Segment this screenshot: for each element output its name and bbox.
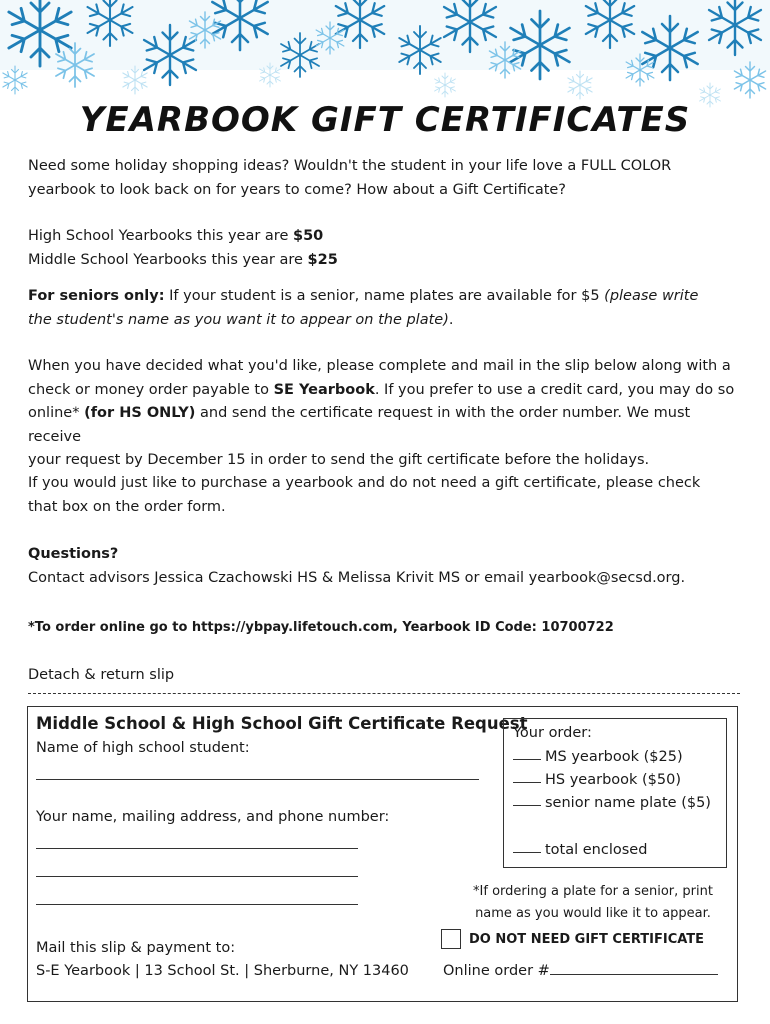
ms-price-text: Middle School Yearbooks this year are [28,251,308,268]
mail-address: S-E Yearbook | 13 School St. | Sherburne, NY 13460 [36,963,409,979]
order-slip [27,706,738,1002]
mail-label: Mail this slip & payment to: [36,940,236,956]
online-order-text: Online order # [443,963,550,979]
contact-info-field[interactable] [36,876,358,877]
order-heading: Your order: [513,725,592,741]
hs-price: $50 [292,228,324,244]
order-plate-line [513,795,711,811]
questions-paragraph [28,543,743,590]
instructions-text: and send the certificate request in with the order number. We must receive [28,405,691,445]
seniors-lead: For seniors only: [28,288,165,304]
order-plate-label: senior name plate ($5) [545,795,711,811]
ms-quantity-field[interactable] [513,758,541,760]
prices-paragraph [28,225,743,272]
plate-note [448,881,738,925]
seniors-italic: the student's name as you want it to appear on the plate) [28,311,449,328]
plate-note-line: name as you would like it to appear. [475,906,711,921]
seniors-text: If your student is a senior, name plates are available for $5 [164,288,605,304]
seniors-paragraph [28,285,743,332]
intro-paragraph [28,155,743,202]
plate-quantity-field[interactable] [513,804,541,806]
contact-info-field[interactable] [36,848,358,849]
student-name-field[interactable] [36,779,479,780]
purchase-line: If you would just like to purchase a yearbook and do not need a gift certificate, please check [28,475,701,491]
snowflake-banner [0,0,770,110]
intro-line: Need some holiday shopping ideas? Wouldn't the student in your life love a FULL COLOR [28,158,672,174]
student-name-label: Name of high school student: [36,740,250,756]
instructions-text: online* [28,405,85,421]
order-total-line [513,842,647,858]
instructions-text: . If you prefer to use a credit card, you may do so [374,381,735,398]
slip-title: Middle School & High School Gift Certificate Request [36,714,528,733]
order-hs-line [513,772,681,788]
order-ms-label: MS yearbook ($25) [545,749,683,765]
intro-line: yearbook to look back on for years to come? How about a Gift Certificate? [28,181,567,198]
seniors-italic: (please write [604,288,699,304]
page-title: YEARBOOK GIFT CERTIFICATES [79,100,691,140]
detach-text: Detach & return slip [28,667,175,683]
questions-heading: Questions? [28,546,119,562]
total-field[interactable] [513,851,541,853]
instructions-paragraph [28,355,743,473]
online-order-field[interactable] [550,973,718,975]
hs-quantity-field[interactable] [513,781,541,783]
online-order-text: *To order online go to https://ybpay.lifetouch.com, Yearbook ID Code: 10700722 [28,620,614,635]
detach-label [28,664,743,688]
detach-line [28,693,740,694]
instructions-line: When you have decided what you'd like, please complete and mail in the slip below along with a [28,358,731,374]
instructions-text: check or money order payable to [28,381,274,398]
purchase-paragraph [28,472,743,519]
hs-only-note: (for HS ONLY) [84,405,196,421]
order-ms-line [513,749,683,765]
contact-info-field[interactable] [36,904,358,905]
hs-price-line [28,225,743,249]
order-hs-label: HS yearbook ($50) [545,772,682,788]
seniors-end: . [448,311,454,328]
order-box [503,718,727,868]
plate-note-line: *If ordering a plate for a senior, print [473,884,713,899]
online-order-note [28,616,743,640]
online-order-label [443,963,718,979]
no-certificate-label: DO NOT NEED GIFT CERTIFICATE [469,932,705,947]
no-certificate-checkbox[interactable] [441,929,461,949]
hs-price-text: High School Yearbooks this year are [28,228,293,244]
order-total-label: total enclosed [545,842,648,858]
payee-name: SE Yearbook [273,381,375,398]
contact-line: Contact advisors Jessica Czachowski HS & Melissa Krivit MS or email yearbook@secsd.org. [28,569,686,586]
contact-info-label: Your name, mailing address, and phone number: [36,809,390,825]
instructions-line: your request by December 15 in order to send the gift certificate before the holidays. [28,452,650,468]
ms-price-line [28,249,743,273]
purchase-line: that box on the order form. [28,498,226,515]
ms-price: $25 [307,251,338,268]
